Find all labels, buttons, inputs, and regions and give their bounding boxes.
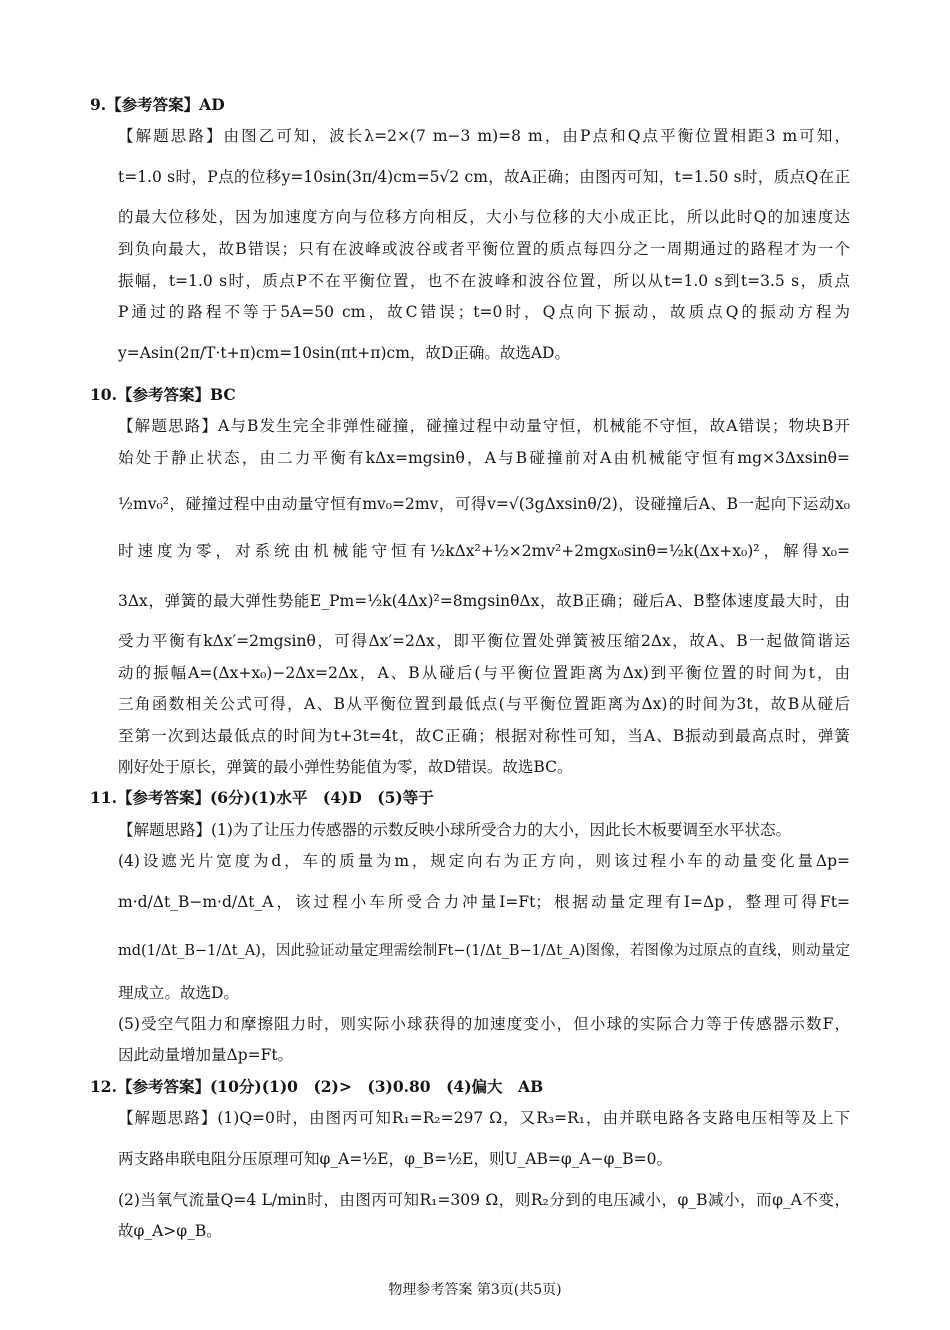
q11-solution-line: md(1/Δt_B−1/Δt_A)，因此验证动量定理需绘制Ft−(1/Δt_B−1/Δt_A)图像，若图像为过原点的直线，则动量定 xyxy=(118,943,850,959)
q9-header: 9.【参考答案】AD xyxy=(90,95,225,114)
q11-solution-line: 因此动量增加量Δp=Ft。 xyxy=(118,1046,294,1064)
q11-solution-line: 理成立。故选D。 xyxy=(118,984,239,1002)
page-footer: 物理参考答案 第3页(共5页) xyxy=(388,1282,562,1298)
q12-solution-line: 【解题思路】(1)Q=0时，由图丙可知R₁=R₂=297 Ω，又R₃=R₁，由并联电路各支路电压相等及上下 xyxy=(118,1109,850,1127)
q12-solution-line: (2)当氧气流量Q=4 L/min时，由图丙可知R₁=309 Ω，则R₂分到的电压减小，φ_B减小，而φ_A不变， xyxy=(118,1191,850,1209)
q10-solution-line: 始处于静止状态，由二力平衡有kΔx=mgsinθ，A与B碰撞前对A由机械能守恒有mg×3Δxsinθ= xyxy=(118,449,850,467)
q11-solution-line: (4)设遮光片宽度为d，车的质量为m，规定向右为正方向，则该过程小车的动量变化量Δp= xyxy=(118,852,850,870)
q9-solution-line: P通过的路程不等于5A=50 cm，故C错误；t=0时，Q点向下振动，故质点Q的振动方程为 xyxy=(118,303,850,321)
q10-solution-line: 三角函数相关公式可得，A、B从平衡位置到最低点(与平衡位置距离为Δx)的时间为3t，故B从碰后 xyxy=(118,695,850,713)
q10-header: 10.【参考答案】BC xyxy=(90,385,236,404)
q9-solution-line: 振幅，t=1.0 s时，质点P不在平衡位置，也不在波峰和波谷位置，所以从t=1.0 s到t=3.5 s，质点 xyxy=(118,272,850,290)
q10-solution-line: ½mv₀²，碰撞过程中由动量守恒有mv₀=2mv，可得v=√(3gΔxsinθ/2)，设碰撞后A、B一起向下运动x₀ xyxy=(118,495,850,513)
q12-solution-line: 故φ_A>φ_B。 xyxy=(118,1222,222,1240)
q11-header: 11.【参考答案】(6分)(1)水平 (4)D (5)等于 xyxy=(90,788,434,807)
q11-solution-line: m·d/Δt_B−m·d/Δt_A，该过程小车所受合力冲量I=Ft；根据动量定理有I=Δp，整理可得Ft= xyxy=(118,893,850,911)
q10-solution-line: 时速度为零，对系统由机械能守恒有½kΔx²+½×2mv²+2mgx₀sinθ=½k(Δx+x₀)²，解得x₀= xyxy=(118,542,850,560)
q12-header: 12.【参考答案】(10分)(1)0 (2)> (3)0.80 (4)偏大 AB xyxy=(90,1077,544,1096)
q11-solution-line: (5)受空气阻力和摩擦阻力时，则实际小球获得的加速度变小，但小球的实际合力等于传感器示数F， xyxy=(118,1015,850,1033)
q12-solution-line: 两支路串联电阻分压原理可知φ_A=½E，φ_B=½E，则U_AB=φ_A−φ_B=0。 xyxy=(118,1150,672,1168)
q9-solution-line: 到负向最大，故B错误；只有在波峰或波谷或者平衡位置的质点每四分之一周期通过的路程才为一个 xyxy=(118,240,850,258)
q9-solution-line: t=1.0 s时，P点的位移y=10sin(3π/4)cm=5√2 cm，故A正确；由图丙可知，t=1.50 s时，质点Q在正 xyxy=(118,168,850,186)
q10-solution-line: 刚好处于原长，弹簧的最小弹性势能值为零，故D错误。故选BC。 xyxy=(118,758,573,776)
q9-solution-line: 【解题思路】由图乙可知，波长λ=2×(7 m−3 m)=8 m，由P点和Q点平衡位置相距3 m可知， xyxy=(118,127,850,145)
q11-solution-line: 【解题思路】(1)为了让压力传感器的示数反映小球所受合力的大小，因此长木板要调至水平状态。 xyxy=(118,821,791,839)
q10-solution-line: 至第一次到达最低点的时间为t+3t=4t，故C正确；根据对称性可知，当A、B振动到最高点时，弹簧 xyxy=(118,727,850,745)
q9-solution-line: y=Asin(2π/T·t+π)cm=10sin(πt+π)cm，故D正确。故选AD。 xyxy=(118,344,570,362)
q9-solution-line: 的最大位移处，因为加速度方向与位移方向相反，大小与位移的大小成正比，所以此时Q的加速度达 xyxy=(118,208,850,226)
q10-solution-line: 受力平衡有kΔx′=2mgsinθ，可得Δx′=2Δx，即平衡位置处弹簧被压缩2Δx，故A、B一起做简谐运 xyxy=(118,632,850,650)
q10-solution-line: 动的振幅A=(Δx+x₀)−2Δx=2Δx，A、B从碰后(与平衡位置距离为Δx)到平衡位置的时间为t，由 xyxy=(118,664,850,682)
q10-solution-line: 3Δx，弹簧的最大弹性势能E_Pm=½k(4Δx)²=8mgsinθΔx，故B正确；碰后A、B整体速度最大时，由 xyxy=(118,592,850,610)
q10-solution-line: 【解题思路】A与B发生完全非弹性碰撞，碰撞过程中动量守恒，机械能不守恒，故A错误；物块B开 xyxy=(118,417,850,435)
